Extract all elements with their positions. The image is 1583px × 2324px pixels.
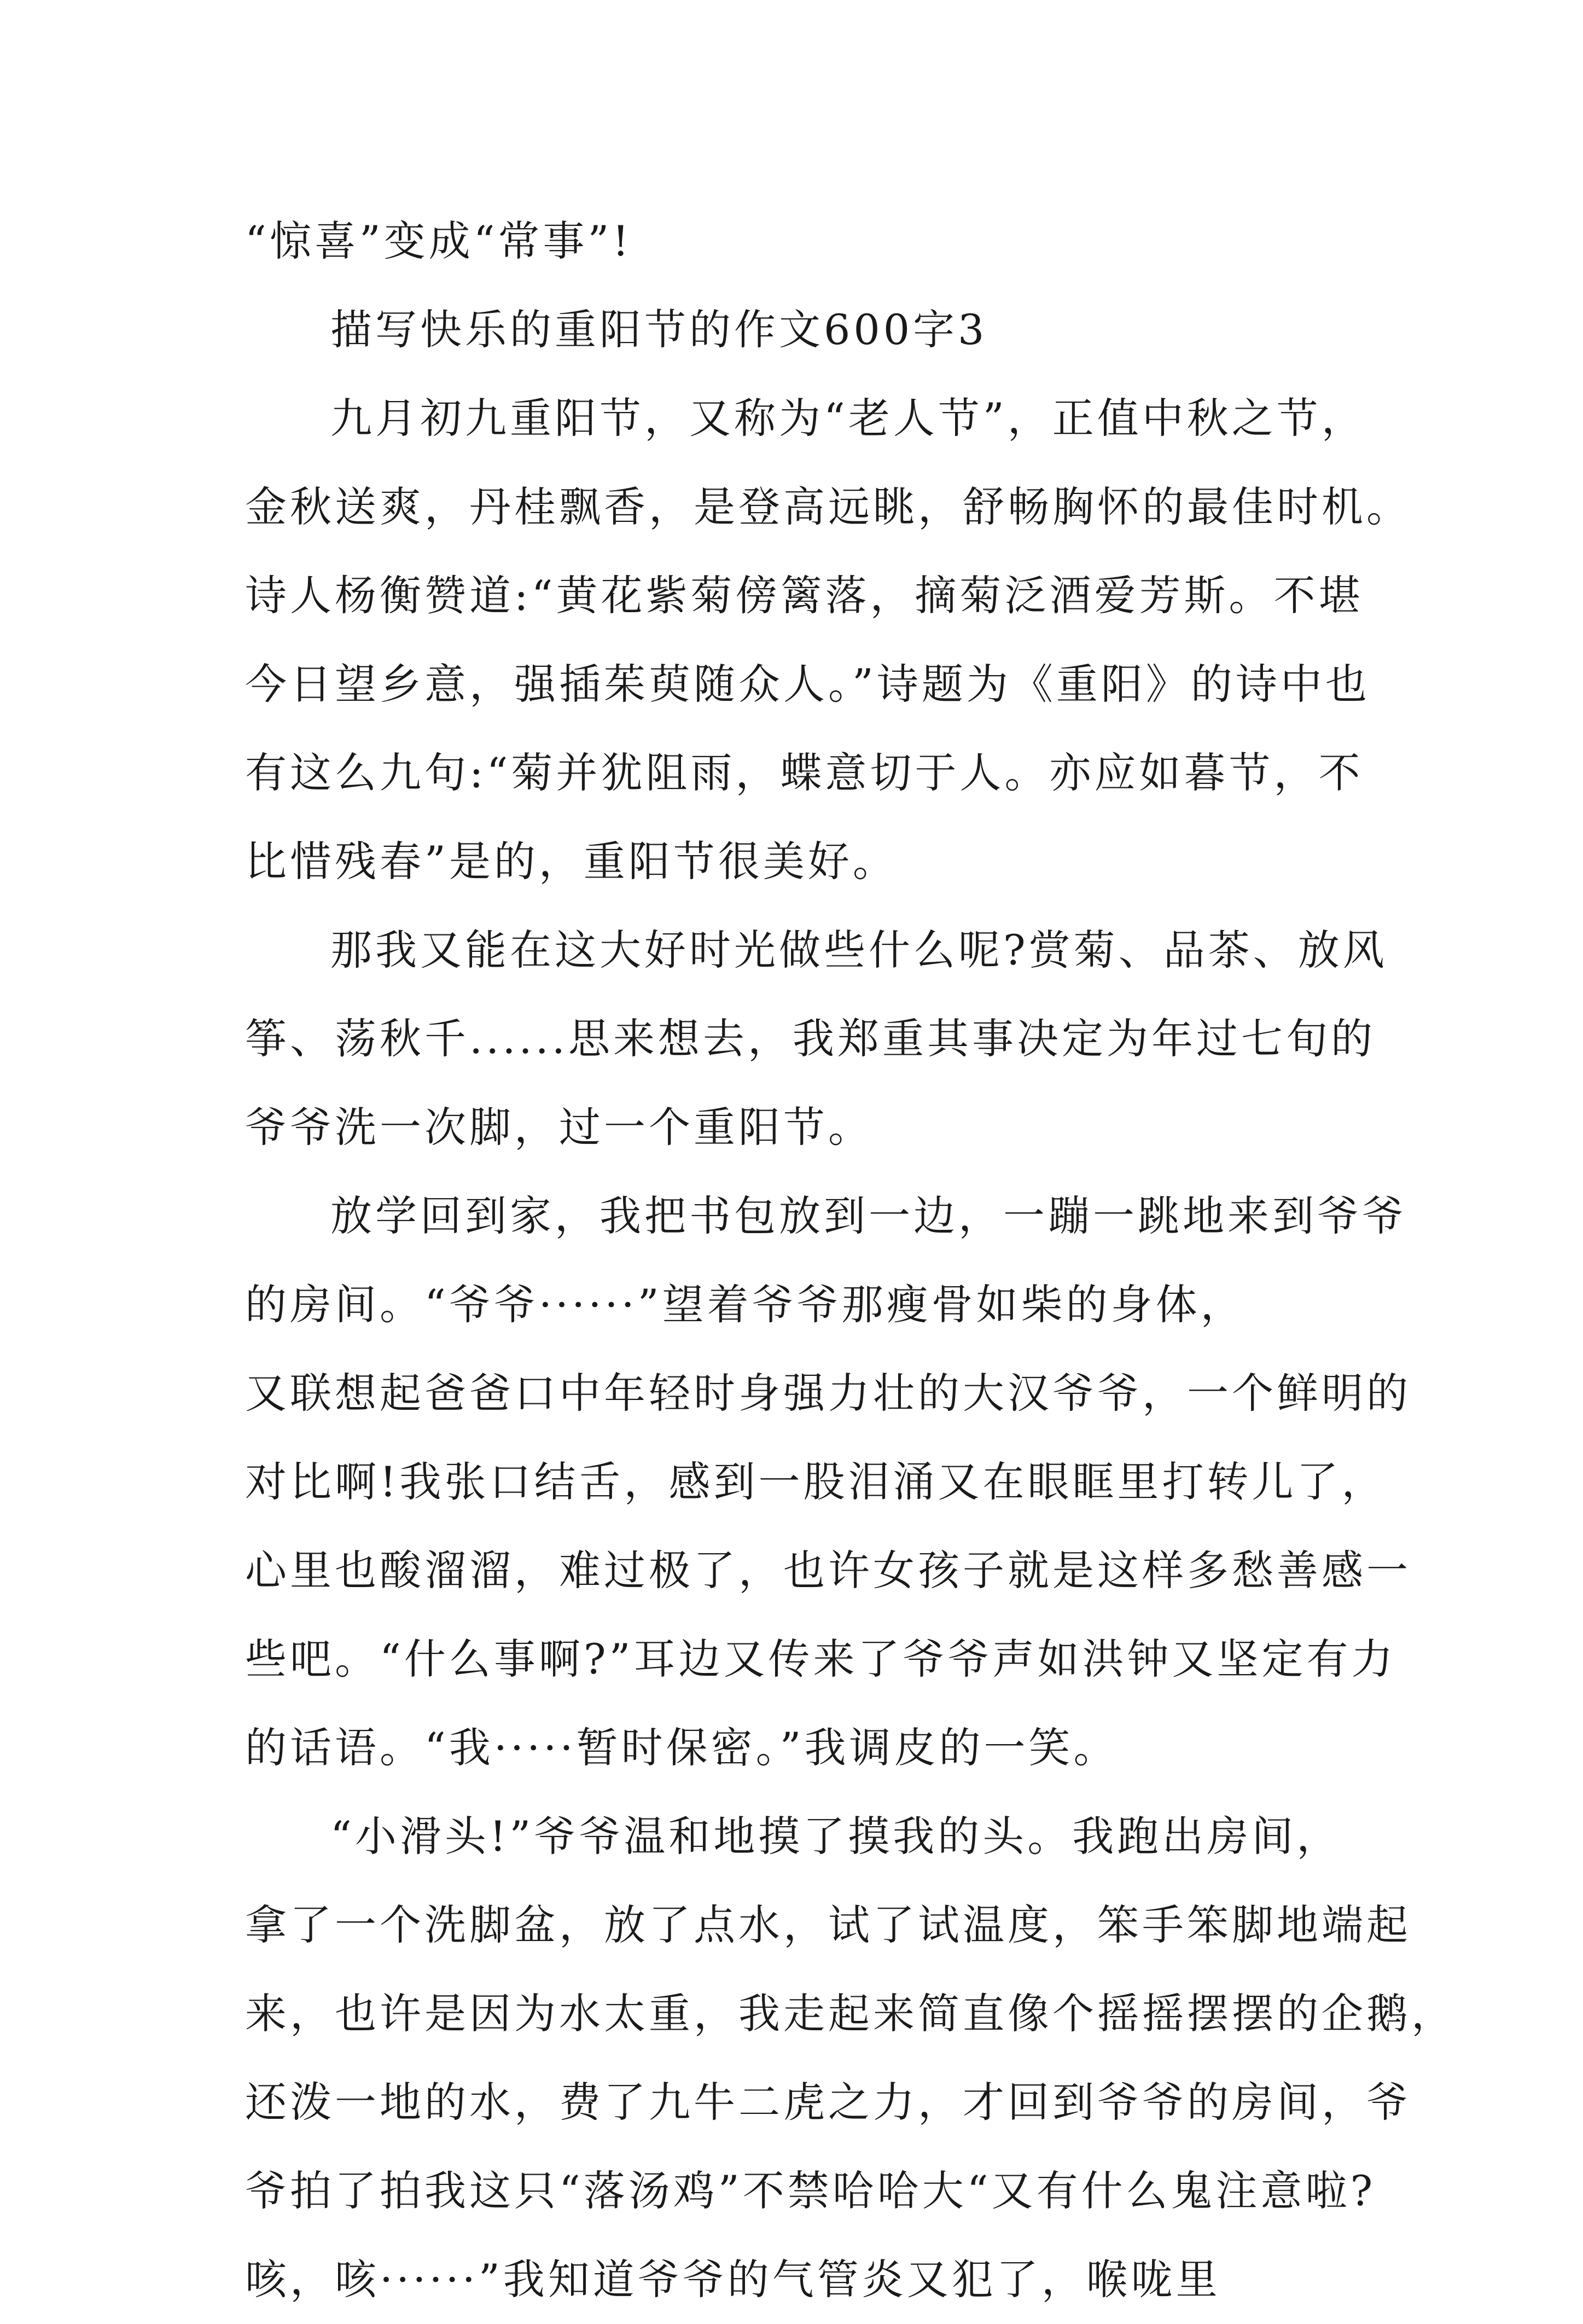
text-line: 拿了一个洗脚盆，放了点水，试了试温度，笨手笨脚地端起 [245,1901,1411,1949]
text-line: 的话语。“我·····暂时保密。”我调皮的一笑。 [245,1723,1119,1772]
section-heading: 描写快乐的重阳节的作文600字3 [330,305,988,354]
text-line: 九月初九重阳节，又称为“老人节”，正值中秋之节， [330,394,1366,443]
text-line: “小滑头!”爷爷温和地摸了摸我的头。我跑出房间， [330,1812,1342,1861]
essay-body [245,197,1456,2324]
text-line: 些吧。“什么事啊?”耳边又传来了爷爷声如洪钟又坚定有力 [245,1635,1396,1683]
text-line: 爷爷洗一次脚，过一个重阳节。 [245,1103,873,1152]
text-line: 有这么九句:“菊并犹阻雨，蝶意切于人。亦应如暮节，不 [245,748,1364,797]
text-line: 诗人杨衡赞道:“黄花紫菊傍篱落，摘菊泛酒爱芳斯。不堪 [245,571,1364,620]
text-line: 比惜残春”是的，重阳节很美好。 [245,837,898,886]
text-line: 心里也酸溜溜，难过极了，也许女孩子就是这样多愁善感一 [245,1546,1411,1595]
text-line: 对比啊!我张口结舌，感到一股泪涌又在眼眶里打转儿了， [245,1457,1387,1506]
text-line: 来，也许是因为水太重，我走起来简直像个摇摇摆摆的企鹅， [245,1989,1456,2038]
text-line: “惊喜”变成“常事”! [245,217,632,265]
text-line: 金秋送爽，丹桂飘香，是登高远眺，舒畅胸怀的最佳时机。 [245,483,1411,531]
text-line: 还泼一地的水，费了九牛二虎之力，才回到爷爷的房间，爷 [245,2078,1411,2127]
text-line: 放学回到家，我把书包放到一边，一蹦一跳地来到爷爷 [330,1192,1407,1240]
text-line: 筝、荡秋千......思来想去，我郑重其事决定为年过七旬的 [245,1014,1376,1063]
text-line: 的房间。“爷爷······”望着爷爷那瘦骨如柴的身体， [245,1280,1246,1329]
text-line: 今日望乡意，强插茱萸随众人。”诗题为《重阳》的诗中也 [245,660,1370,708]
text-line: 爷拍了拍我这只“落汤鸡”不禁哈哈大“又有什么鬼注意啦? [245,2166,1376,2215]
text-line: 咳，咳······”我知道爷爷的气管炎又犯了，喉咙里 [245,2255,1221,2304]
text-line: 那我又能在这大好时光做些什么呢?赏菊、品茶、放风 [330,926,1388,974]
text-line: 又联想起爸爸口中年轻时身强力壮的大汉爷爷，一个鲜明的 [245,1369,1411,1417]
